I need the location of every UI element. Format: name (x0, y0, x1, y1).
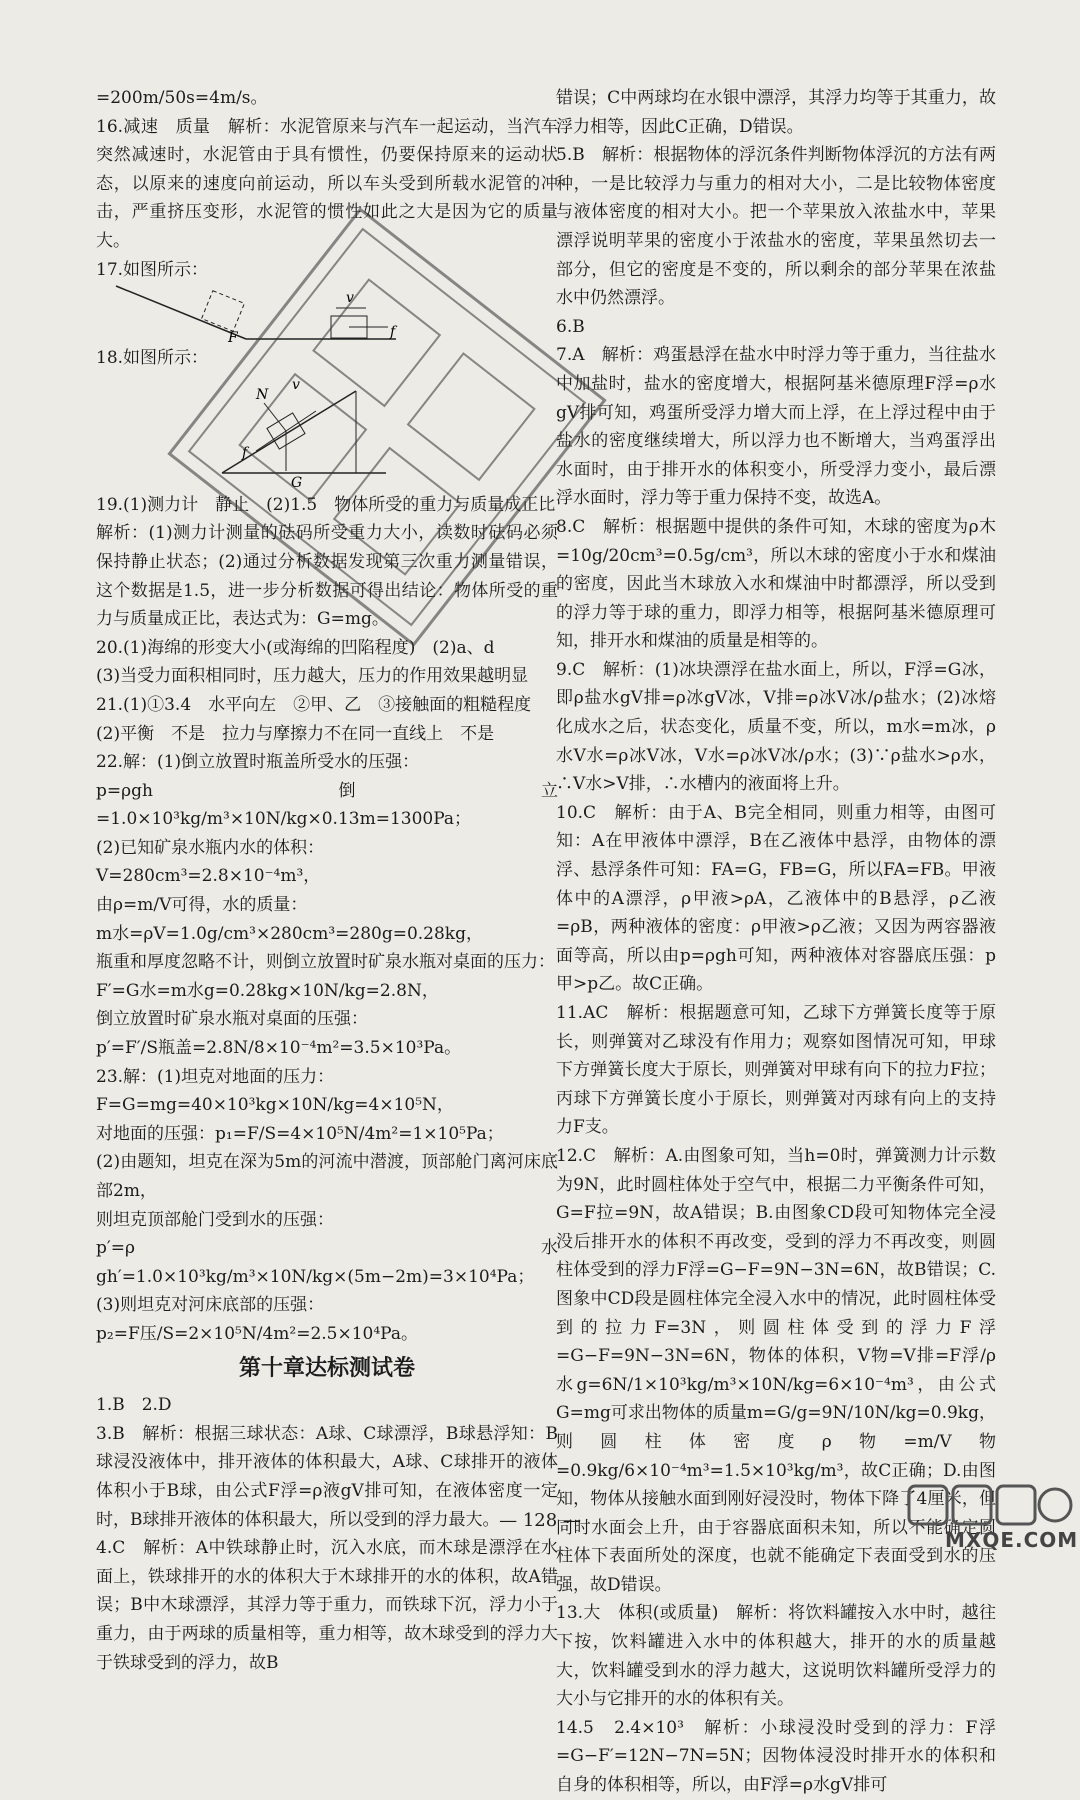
answer-ch10-3: 3.B 解析：根据三球状态：A球、C球漂浮，B球悬浮知：B球浸没液体中，排开液体的体积最大，A球、C球排开的液体体积小于B球，由公式F浮=ρ液gV排可知，在液体密度一定时，B球排开液体的体积最大，所以受到的浮力最大。 (96, 1423, 558, 1530)
answer-23-eq2: 对地面的压强：p₁=F/S=4×10⁵N/4m²=1×10⁵Pa； (96, 1123, 504, 1144)
answer-19-analysis: 解析：(1)测力计测量的砝码所受重力大小，读数时砝码必须保持静止状态；(2)通过分析数据发现第三次重力测量错误，这个数据是1.5，进一步分析数据可得出结论：物体所受的重力与质量成正比，表达式为：G=mg。 (96, 523, 558, 630)
answer-23-text: 则坦克顶部舱门受到水的压强： (96, 1209, 334, 1230)
answer-23-1: 23.解：(1)坦克对地面的压力： (96, 1066, 335, 1087)
answer-22-2: (2)已知矿泉水瓶内水的体积： (96, 837, 325, 858)
answer-17: 17.如图所示： (96, 259, 209, 280)
fig18-G-label: G (291, 474, 303, 491)
answer-22-text2: 倒立放置时矿泉水瓶对桌面的压强： (96, 1009, 368, 1030)
answer-18: 18.如图所示： (96, 348, 209, 369)
answer-23-3: (3)则坦克对河床底部的压强： (96, 1295, 325, 1316)
answer-22-eq5: F′=G水=m水g=0.28kg×10N/kg=2.8N， (96, 980, 439, 1001)
answer-12: 12.C 解析：A.由图象可知，当h=0时，弹簧测力计示数为9N，此时圆柱体处于空气中，根据二力平衡条件可知，G=F拉=9N，故A错误；B.由图象CD段可知物体完全浸没后排开水的体积不再改变，受到的浮力不再改变，则圆柱体受到的浮力F浮=G−F=9N−3N=6N，故B错误；C.图象中CD段是圆柱体完全浸入水中的情况，此时圆柱体受到的拉力F=3N，则圆柱体受到的浮力F浮=G−F=9N−3N=6N，物体的体积，V物=V排=F浮/ρ水g=6N/1×10³kg/m³×10N/kg=6×10⁻⁴m³，由公式G=mg可求出物体的质量m=G/g=9N/10N/kg=0.9kg，则圆柱体密度ρ物=m/V物=0.9kg/6×10⁻⁴m³=1.5×10³kg/m³，故C正确；D.由图知，物体从接触水面到刚好浸没时，物体下降了4厘米，但同时水面会上升，由于容器底面积未知，所以不能确定圆柱体下表面所处的深度，也就不能确定下表面受到水的压强，故D错误。 (556, 1145, 996, 1595)
answer-5: 5.B 解析：根据物体的浮沉条件判断物体浮沉的方法有两种，一是比较浮力与重力的相对大小，二是比较物体密度与液体密度的相对大小。把一个苹果放入浓盐水中，苹果漂浮说明苹果的密度小于浓盐水的密度，苹果虽然切去一部分，但它的密度是不变的，所以剩余的部分苹果在浓盐水中仍然漂浮。 (556, 145, 996, 309)
fig18-f-label: f (242, 444, 248, 461)
answer-21-1: 21.(1)①3.4 水平向左 ②甲、乙 ③接触面的粗糙程度 (96, 694, 532, 715)
answer-6: 6.B (556, 316, 585, 337)
watermark-text: MXQE.COM (945, 1528, 1079, 1552)
answer-7: 7.A 解析：鸡蛋悬浮在盐水中时浮力等于重力，当往盐水中加盐时，盐水的密度增大，根据阿基米德原理F浮=ρ水gV排可知，鸡蛋所受浮力增大而上浮，在上浮过程中由于盐水的密度继续增大，所以浮力也不断增大，当鸡蛋浮出水面时，由于排开水的体积变小，所受浮力变小，最后漂浮水面时，浮力等于重力保持不变，故选A。 (556, 345, 996, 509)
answer-9: 9.C 解析：(1)冰块漂浮在盐水面上，所以，F浮=G冰，即ρ盐水gV排=ρ冰gV冰，V排=ρ冰V冰/ρ盐水；(2)冰熔化成水之后，状态变化，质量不变，所以，m水=m冰，ρ水V水=ρ冰V冰，V水=ρ冰V冰/ρ水；(3)∵ρ盐水>ρ水，∴V水>V排，∴水槽内的液面将上升。 (556, 659, 996, 795)
answer-22-1: 22.解：(1)倒立放置时瓶盖所受水的压强： (96, 752, 420, 773)
answer-ch10-1-2: 1.B 2.D (96, 1395, 172, 1416)
answer-10: 10.C 解析：由于A、B完全相同，则重力相等，由图可知：A在甲液体中漂浮，B在乙液体中悬浮，由物体的漂浮、悬浮条件可知：FA=G，FB=G，所以FA=FB。甲液体中的A漂浮，ρ甲液>ρA，乙液体中的B悬浮，ρ乙液=ρB，两种液体的密度：ρ甲液>ρ乙液；又因为两容器液面等高，所以由p=ρgh可知，两种液体对容器底压强：p甲>p乙。故C正确。 (556, 802, 996, 995)
answer-line: =200m/50s=4m/s。 (96, 88, 268, 108)
answer-20-1: 20.(1)海绵的形变大小(或海绵的凹陷程度) (2)a、d (96, 637, 495, 658)
section-title: 第十章达标测试卷 (238, 1355, 415, 1381)
answer-21-2: (2)平衡 不是 拉力与摩擦力不在同一直线上 不是 (96, 723, 495, 744)
answer-22-eq2: V=280cm³=2.8×10⁻⁴m³， (96, 866, 321, 887)
watermark-logo (905, 1480, 1079, 1558)
answer-23-eq4: p₂=F压/S=2×10⁵N/4m²=2.5×10⁴Pa。 (96, 1323, 418, 1344)
answer-13: 13.大 体积(或质量) 解析：将饮料罐按入水中时，越往下按，饮料罐进入水中的体积越大，排开的水的质量越大，饮料罐受到水的浮力越大，这说明饮料罐所受浮力的大小与它排开的水的体积有关。 (556, 1603, 996, 1710)
answer-23-eq1: F=G=mg=40×10³kg×10N/kg=4×10⁵N， (96, 1095, 454, 1116)
answer-22-eq4: m水=ρV=1.0g/cm³×280cm³=280g=0.28kg， (96, 923, 483, 944)
fig18-v-label: v (292, 376, 300, 393)
page-number: — 128 — (499, 1510, 581, 1531)
answer-23-2: (2)由题知，坦克在深为5m的河流中潜渡，顶部舱门离河床底部2m， (96, 1152, 558, 1201)
answer-23-eq3: p′=ρ水gh′=1.0×10³kg/m³×10N/kg×(5m−2m)=3×10⁴Pa； (96, 1238, 558, 1287)
answer-11: 11.AC 解析：根据题意可知，乙球下方弹簧长度等于原长，则弹簧对乙球没有作用力；观察如图情况可知，甲球下方弹簧长度大于原长，则弹簧对甲球有向下的拉力F拉；丙球下方弹簧长度小于原长，则弹簧对丙球有向上的支持力F支。 (556, 1003, 996, 1138)
fig18-N-label: N (256, 386, 269, 403)
fig17-f-label: f (390, 324, 396, 341)
answer-20-3: (3)当受力面积相同时，压力越大，压力的作用效果越明显 (96, 666, 529, 687)
answer-22-eq3: 由ρ=m/V可得，水的质量： (96, 895, 308, 916)
answer-22-eq6: p′=F′/S瓶盖=2.8N/8×10⁻⁴m²=3.5×10³Pa。 (96, 1038, 462, 1059)
answer-4-cont: 错误；C中两球均在水银中漂浮，其浮力均等于其重力，故浮力相等，因此C正确，D错误。 (556, 88, 996, 137)
answer-22-eq1: p=ρgh倒立=1.0×10³kg/m³×10N/kg×0.13m=1300Pa； (96, 780, 558, 830)
fig17-F-label: F (228, 330, 238, 345)
answer-8: 8.C 解析：根据题中提供的条件可知，木球的密度为ρ木=10g/20cm³=0.5g/cm³，所以木球的密度小于水和煤油的密度，因此当木球放入水和煤油中时都漂浮，所以受到的浮力等于球的重力，即浮力相等，根据阿基米德原理可知，排开水和煤油的质量是相等的。 (556, 516, 996, 652)
answer-ch10-4: 4.C 解析：A中铁球静止时，沉入水底，而木球是漂浮在水面上，铁球排开的水的体积大于木球排开的水的体积，故A错误；B中木球漂浮，其浮力等于重力，而铁球下沉，浮力小于重力，由于两球的质量相等，重力相等，故木球受到的浮力大于铁球受到的浮力，故B (96, 1538, 558, 1673)
answer-16: 16.减速 质量 解析：水泥管原来与汽车一起运动，当汽车突然减速时，水泥管由于具有惯性，仍要保持原来的运动状态，以原来的速度向前运动，所以车头受到所载水泥管的冲击，严重挤压变形，水泥管的惯性如此之大是因为它的质量大。 (96, 116, 558, 251)
fig17-v-label: v (346, 290, 354, 307)
answer-19: 19.(1)测力计 静止 (2)1.5 物体所受的重力与质量成正比 (96, 494, 556, 515)
answer-14: 14.5 2.4×10³ 解析：小球浸没时受到的浮力：F浮=G−F′=12N−7N=5N；因物体浸没时排开水的体积和自身的体积相等，所以，由F浮=ρ水gV排可 (556, 1717, 996, 1796)
answer-22-text: 瓶重和厚度忽略不计，则倒立放置时矿泉水瓶对桌面的压力： (96, 952, 555, 973)
